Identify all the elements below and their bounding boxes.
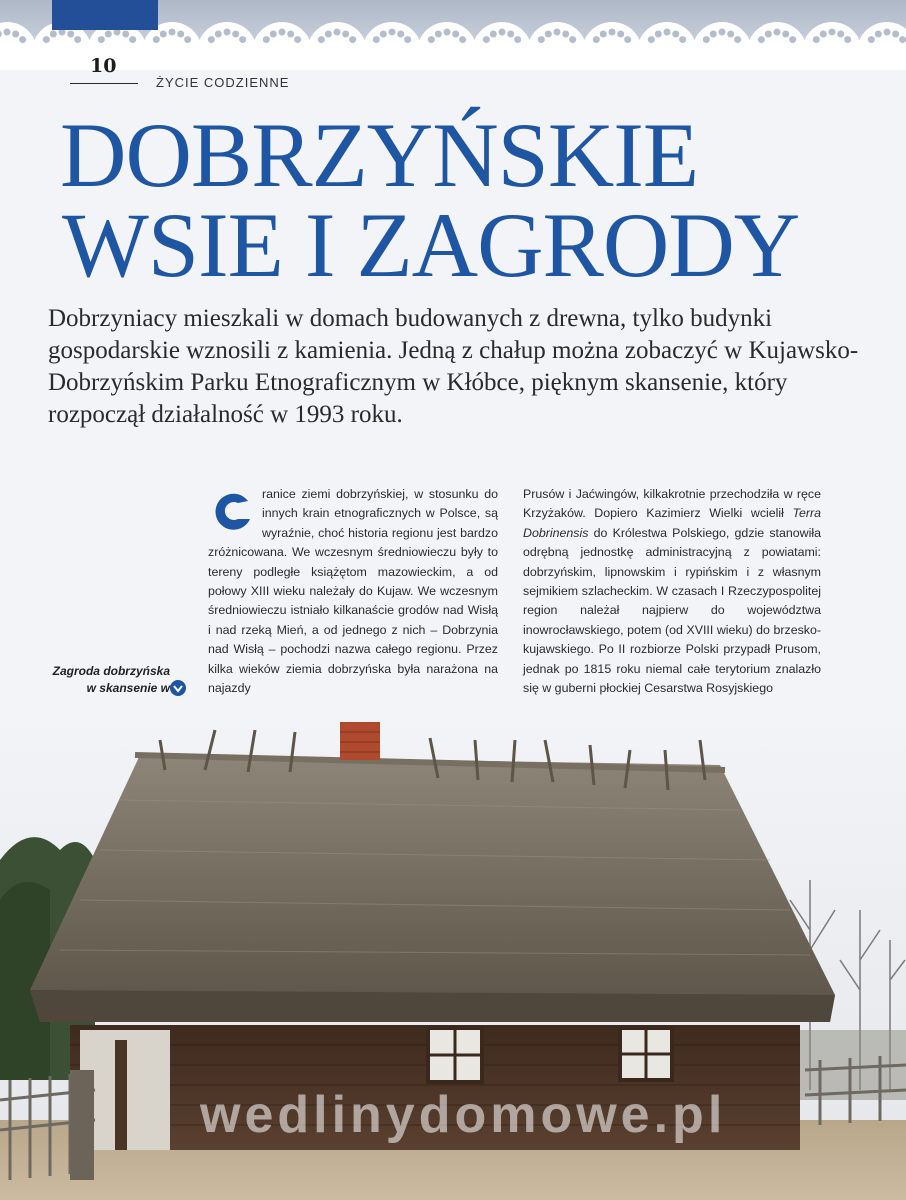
doily-hole <box>397 30 404 37</box>
doily-hole <box>122 30 129 37</box>
lead-paragraph: Dobrzyniacy mieszkali w domach budowanych z drewna, tylko budynki gospodarskie wznosili z kamienia. Jedną z chałup można zobaczyć w Kujawsko-Dobrzyńskim Parku Etnograficznym w Kłóbce, pięknym skansenie, który rozpoczął działalność w 1993 roku. <box>48 305 859 428</box>
doily-hole <box>4 29 11 36</box>
arrow-down-icon <box>170 680 186 696</box>
doily-hole <box>829 29 836 36</box>
doily-hole <box>342 30 349 37</box>
page-number: 10 <box>90 55 117 77</box>
dropcap-icon <box>208 487 256 535</box>
doily-hole <box>279 29 286 36</box>
column-2-text-a: Prusów i Jaćwingów, kilkakrotnie przechodziła w ręce Krzyżaków. Dopiero Kazimierz Wielki wcielił <box>523 487 821 521</box>
doily-hole <box>554 29 561 36</box>
title-line-1: DOBRZYŃSKIE <box>60 104 699 206</box>
doily-hole <box>105 30 112 37</box>
doily-hole <box>710 30 717 37</box>
doily-hole <box>160 30 167 37</box>
doily-hole <box>600 30 607 37</box>
doily-hole <box>727 30 734 37</box>
column-1-text: ranice ziemi dobrzyńskiej, w stosunku do innych krain etnograficznych w Polsce, są wyraźnie, choć historia regionu jest bardzo zróżnicowana. We wczesnym średniowieczu były to tereny podległe książętom mazowieckim, a od połowy XIII wieku należały do Kujaw. We wczesnym średniowieczu istniało kilkanaście grodów nad Wisłą i nad rzeką Mień, a od jednego z nich – Dobrzynia nad Wisłą – pochodzi nazwa całego regionu. Przez kilka wieków ziemia dobrzyńska była narażona na najazdy <box>208 487 498 696</box>
doily-hole <box>435 30 442 37</box>
doily-hole <box>318 36 325 43</box>
doily-hole <box>169 29 176 36</box>
doily-hole <box>287 30 294 37</box>
doily-hole <box>184 36 191 43</box>
doily-hole <box>789 36 796 43</box>
doily-hole <box>892 30 899 37</box>
doily-hole <box>490 30 497 37</box>
doily-hole <box>820 30 827 37</box>
doily-hole <box>483 36 490 43</box>
doily-hole <box>899 36 906 43</box>
doily-hole <box>294 36 301 43</box>
body-column-2 <box>523 485 821 698</box>
doily-hole <box>734 36 741 43</box>
doily-hole <box>609 29 616 36</box>
doily-hole <box>224 29 231 36</box>
doily-hole <box>593 36 600 43</box>
body-column-1 <box>208 485 498 698</box>
doily-hole <box>664 29 671 36</box>
doily-hole <box>98 36 105 43</box>
doily-hole <box>373 36 380 43</box>
doily-hole <box>334 29 341 36</box>
doily-hole <box>837 30 844 37</box>
doily-hole <box>868 36 875 43</box>
watermark: wedlinydomowe.pl <box>200 1086 727 1144</box>
doily-hole <box>428 36 435 43</box>
doily-hole <box>270 30 277 37</box>
doily-hole <box>765 30 772 37</box>
doily-hole <box>672 30 679 37</box>
doily-hole <box>569 36 576 43</box>
doily-hole <box>452 30 459 37</box>
doily-hole <box>562 30 569 37</box>
doily-hole <box>153 36 160 43</box>
doily-hole <box>884 29 891 36</box>
doily-hole <box>679 36 686 43</box>
doily-hole <box>74 36 81 43</box>
doily-hole <box>325 30 332 37</box>
doily-hole <box>232 30 239 37</box>
doily-hole <box>648 36 655 43</box>
doily-hole <box>389 29 396 36</box>
doily-hole <box>67 30 74 37</box>
doily-hole <box>719 29 726 36</box>
doily-hole <box>263 36 270 43</box>
doily-hole <box>19 36 26 43</box>
doily-hole <box>514 36 521 43</box>
title-line-2: WSIE I ZAGRODY <box>62 194 800 296</box>
doily-hole <box>215 30 222 37</box>
doily-hole <box>782 30 789 37</box>
doily-hole <box>844 36 851 43</box>
page-number-tab <box>52 0 158 30</box>
doily-hole <box>617 30 624 37</box>
doily-hole <box>50 30 57 37</box>
doily-hole <box>444 29 451 36</box>
doily-hole <box>239 36 246 43</box>
doily-hole <box>499 29 506 36</box>
column-2-italic: Terra Dobrinensis <box>523 506 821 540</box>
column-2-text-b: do Królestwa Polskiego, gdzie stanowiła odrębną jednostkę administracyjną z powiatami: dobrzyńskim, lipnowskim i rypińskim i z własnym sejmikiem szlacheckim. W czasach I Rzeczypospolitej region należał najpierw do województwa inowrocławskiego, potem (od XVIII wieku) do brzesko-kujawskiego. Po II rozbiorze Polski przypadł Prusom, jednak po 1815 roku niemal całe terytorium znalazło się w guberni płockiej Cesarstwa Rosyjskiego <box>523 525 821 696</box>
doily-hole <box>380 30 387 37</box>
doily-hole <box>774 29 781 36</box>
doily-hole <box>624 36 631 43</box>
caption-line-2: w skansenie w <box>86 681 170 695</box>
doily-hole <box>875 30 882 37</box>
doily-hole <box>813 36 820 43</box>
doily-hole <box>208 36 215 43</box>
doily-hole <box>545 30 552 37</box>
caption-line-1: Zagroda dobrzyńska <box>52 664 170 678</box>
doily-hole <box>459 36 466 43</box>
header-rule <box>70 83 138 84</box>
doily-hole <box>538 36 545 43</box>
doily-hole <box>349 36 356 43</box>
doily-hole <box>655 30 662 37</box>
doily-hole <box>507 30 514 37</box>
doily-hole <box>43 36 50 43</box>
article-title <box>60 104 800 296</box>
doily-hole <box>758 36 765 43</box>
doily-hole <box>12 30 19 37</box>
doily-hole <box>404 36 411 43</box>
doily-hole <box>177 30 184 37</box>
doily-hole <box>129 36 136 43</box>
doily-band <box>0 52 906 70</box>
doily-hole <box>703 36 710 43</box>
section-label: ŻYCIE CODZIENNE <box>156 75 290 90</box>
